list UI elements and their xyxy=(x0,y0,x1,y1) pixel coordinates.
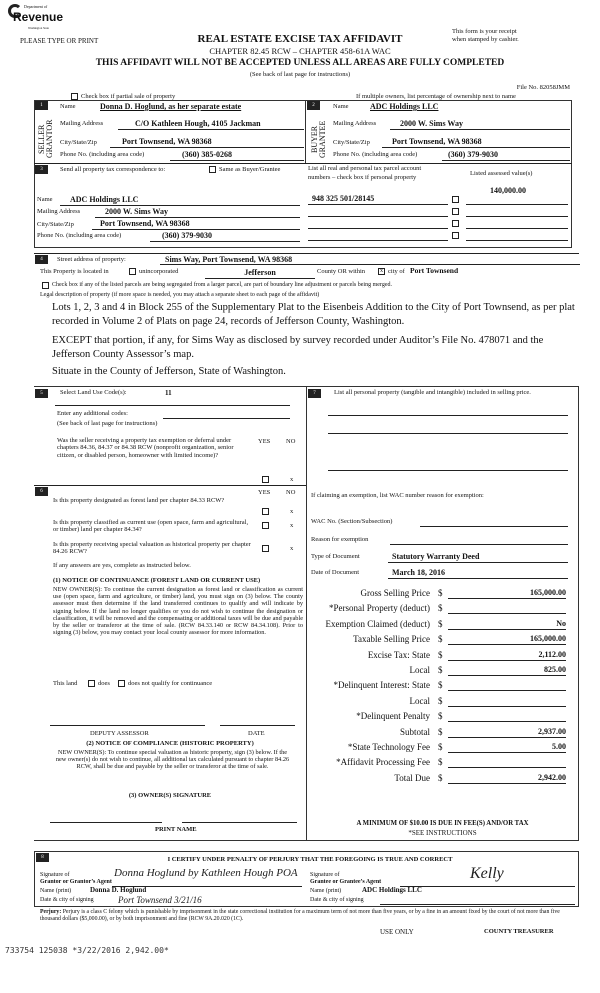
file-number: File No. 82058JMM xyxy=(516,84,570,91)
owner-signature-line xyxy=(50,822,162,823)
money-label: *State Technology Fee xyxy=(347,742,430,752)
field-line xyxy=(400,886,575,887)
seller-address-field[interactable]: C/O Kathleen Hough, 4105 Jackman xyxy=(135,119,261,128)
assessed-value-field[interactable]: 140,000.00 xyxy=(490,186,526,195)
county-or-label: County OR within xyxy=(317,268,366,275)
legal-description-label: Legal description of property (if more space is needed, you may attach a separate sheet to each page of the affidavit) xyxy=(40,292,320,298)
field-line xyxy=(150,241,300,242)
perjury-label: Perjury: xyxy=(40,909,62,915)
reason-field[interactable] xyxy=(390,544,568,545)
legal-description-1: Lots 1, 2, 3 and 4 in Block 255 of the Supplementary Plat to the Eisenbeis Addition to the City of Port Townsend, as per plat recorded in Volume 2 of Plats on page 24, records of Jefferson County, Washington. xyxy=(52,302,575,327)
personal-property-line[interactable] xyxy=(328,415,568,416)
grantee-signature-label: Signature of xyxy=(310,872,340,878)
perjury-notice xyxy=(40,909,580,922)
section-7-badge: 7 xyxy=(308,389,321,398)
dollar-sign: $ xyxy=(438,618,443,629)
document-date-label: Date of Document xyxy=(311,569,360,576)
multiple-owners-note: If multiple owners, list percentage of ownership next to name xyxy=(356,93,516,100)
money-value-field[interactable]: 165,000.00 xyxy=(448,634,566,645)
field-line xyxy=(55,405,290,406)
money-label: Exemption Claimed (deduct) xyxy=(325,618,430,629)
grantee-date-label: Date & city of signing xyxy=(310,897,364,903)
print-name-line xyxy=(182,822,297,823)
forest-land-question: Is this property designated as forest land per chapter 84.33 RCW? xyxy=(53,497,225,504)
dollar-sign: $ xyxy=(438,680,443,691)
reason-label: Reason for exemption xyxy=(311,536,369,543)
wac-intro: If claiming an exemption, list WAC number reason for exemption: xyxy=(311,492,484,499)
logo-dept: Department of xyxy=(24,4,48,9)
date-line xyxy=(220,725,295,726)
personal-property-checkbox[interactable] xyxy=(452,232,459,239)
if-yes-instructions: If any answers are yes, complete as instructed below. xyxy=(53,562,191,569)
grantor-signature-label: Signature of xyxy=(40,872,70,878)
money-value-field[interactable]: 825.00 xyxy=(448,665,566,676)
money-label: Local xyxy=(409,665,430,675)
money-value-field[interactable] xyxy=(448,757,566,768)
land-use-see-back: (See back of last page for instructions) xyxy=(57,420,158,427)
corr-name-label: Name xyxy=(37,196,53,203)
grantor-date-city[interactable]: Port Townsend 3/21/16 xyxy=(118,895,202,905)
see-instructions: *SEE INSTRUCTIONS xyxy=(408,829,477,837)
certify-statement: I CERTIFY UNDER PENALTY OF PERJURY THAT THE FOREGOING IS TRUE AND CORRECT xyxy=(167,856,453,863)
buyer-phone-field[interactable]: (360) 379-9030 xyxy=(448,150,498,159)
current-use-question: Is this property classified as current use (open space, farm and agricultural, or timber) land per chapter 84.34? xyxy=(53,519,249,534)
date-label: DATE xyxy=(248,730,265,737)
seller-name-label: Name xyxy=(60,103,76,110)
buyer-name-label: Name xyxy=(333,103,349,110)
section-3-badge: 3 xyxy=(35,165,48,174)
this-land-label: This land xyxy=(53,680,78,687)
divider xyxy=(305,100,306,163)
see-back: (See back of last page for instructions) xyxy=(249,71,351,78)
document-type-field[interactable]: Statutory Warranty Deed xyxy=(392,552,480,561)
buyer-address-label: Mailing Address xyxy=(333,120,377,127)
legal-description xyxy=(52,301,580,378)
money-label: Total Due xyxy=(394,772,430,783)
no-label: NO xyxy=(286,438,296,445)
correspondence-label: Send all property tax correspondence to: xyxy=(60,166,166,173)
city-of-label: city of xyxy=(388,268,405,275)
personal-property-label: List all personal property (tangible and intangible) included in selling price. xyxy=(334,389,531,396)
corr-address-field[interactable]: 2000 W. Sims Way xyxy=(105,207,168,216)
unincorporated-checkbox[interactable] xyxy=(129,268,136,275)
money-label: *Delinquent Interest: State xyxy=(333,680,430,691)
personal-property-line[interactable] xyxy=(328,433,568,434)
field-line xyxy=(466,240,568,241)
money-value-field[interactable] xyxy=(448,711,566,722)
segregated-checkbox[interactable] xyxy=(42,282,49,289)
field-line xyxy=(308,216,448,217)
money-value-field[interactable] xyxy=(448,696,566,707)
located-label: This Property is located in xyxy=(40,268,109,275)
does-label: does xyxy=(98,680,110,687)
field-line xyxy=(382,147,570,148)
grantor-name-label: Name (print) xyxy=(40,888,72,894)
wac-label: WAC No. (Section/Subsection) xyxy=(311,518,393,525)
notice-continuance-title: (1) NOTICE OF CONTINUANCE (FOREST LAND OR CURRENT USE) xyxy=(53,577,261,584)
field-line xyxy=(308,228,448,229)
yes-label: YES xyxy=(258,489,271,496)
personal-property-checkbox[interactable] xyxy=(452,196,459,203)
buyer-city-label: City/State/Zip xyxy=(333,139,370,146)
document-date-field[interactable]: March 18, 2016 xyxy=(392,568,445,577)
parcel-label-1: List all real and personal tax parcel account xyxy=(308,165,422,172)
field-line xyxy=(95,217,300,218)
deputy-assessor-label: DEPUTY ASSESSOR xyxy=(90,730,149,737)
print-name-label: PRINT NAME xyxy=(155,826,197,833)
personal-property-line[interactable] xyxy=(328,470,568,471)
seller-phone-field[interactable]: (360) 385-0268 xyxy=(182,150,232,159)
divider xyxy=(34,253,579,254)
money-label: Taxable Selling Price xyxy=(353,634,430,645)
revenue-logo xyxy=(8,4,64,34)
corr-name-field[interactable]: ADC Holdings LLC xyxy=(70,195,139,204)
field-line xyxy=(466,228,568,229)
corr-phone-field[interactable]: (360) 379-9030 xyxy=(162,231,212,240)
parcel-label-2: numbers – check box if personal property xyxy=(308,174,417,181)
grantee-signature[interactable]: Kelly xyxy=(470,865,504,882)
segregated-label: Check box if any of the listed parcels are being segregated from a larger parcel, are part of boundary line adjustment or parcels being merged. xyxy=(52,282,392,288)
additional-codes-field xyxy=(163,418,290,419)
personal-property-checkbox[interactable] xyxy=(452,208,459,215)
buyer-grantee-label: BUYER GRANTEE xyxy=(310,120,327,158)
dollar-sign: $ xyxy=(438,665,443,675)
forest-no-mark[interactable]: x xyxy=(290,508,294,515)
divider xyxy=(34,163,572,164)
chapter: CHAPTER 82.45 RCW – CHAPTER 458-61A WAC xyxy=(209,46,391,56)
section-1-badge: 1 xyxy=(35,101,48,110)
exemption-question: Was the seller receiving a property tax exemption or deferral under chapters 84.36, 84.37 or 84.38 RCW (nonprofit organization, senior citizen, or disabled person, homeowner with limited income)? xyxy=(57,437,234,459)
unincorporated-label: unincorporated xyxy=(139,268,179,275)
deputy-signature-line xyxy=(50,725,205,726)
divider xyxy=(34,485,306,486)
please-type: PLEASE TYPE OR PRINT xyxy=(20,37,99,45)
field-line xyxy=(160,264,580,265)
seller-phone-label: Phone No. (including area code) xyxy=(60,151,145,158)
perjury-text: Perjury is a class C felony which is punishable by imprisonment in the state correctional institution for a maximum term of not more than five years, or by a fine in an amount fixed by the court of not more than five thousand dollars ($5,000.00), or by both imprisonment and fine (RCW 9A.20.020 (1C). xyxy=(40,909,560,922)
partial-sale-label: Check box if partial sale of property xyxy=(81,93,176,100)
historical-no-mark[interactable]: x xyxy=(290,545,294,552)
does-qualify-checkbox[interactable] xyxy=(88,680,95,687)
seller-name-field[interactable]: Donna D. Hoglund, as her separate estate xyxy=(100,102,242,111)
field-line xyxy=(388,562,568,563)
legal-description-2: EXCEPT that portion, if any, for Sims Way as disclosed by survey recorded under Auditor’s File No. 478071 and the Jefferson County Assessor’s map. xyxy=(52,335,544,360)
same-as-buyer-label: Same as Buyer/Grantee xyxy=(219,166,281,173)
buyer-phone-label: Phone No. (including area code) xyxy=(333,151,418,158)
seller-city-field[interactable]: Port Townsend, WA 98368 xyxy=(122,137,212,146)
logo-name: Revenue xyxy=(13,10,64,24)
dollar-sign: $ xyxy=(438,742,443,752)
same-as-buyer-checkbox[interactable] xyxy=(209,166,216,173)
field-line xyxy=(60,205,300,206)
buyer-name-field[interactable]: ADC Holdings LLC xyxy=(370,102,439,111)
assessed-label: Listed assessed value(s) xyxy=(470,170,533,177)
within-city-checkbox[interactable]: x xyxy=(380,268,383,274)
personal-property-checkbox[interactable] xyxy=(452,220,459,227)
does-not-label: does not qualify for continuance xyxy=(128,680,213,687)
money-label: *Delinquent Penalty xyxy=(356,711,430,722)
seller-grantor-label: SELLER GRANTOR xyxy=(37,119,54,159)
forest-yes-checkbox[interactable] xyxy=(262,508,269,515)
money-label: Gross Selling Price xyxy=(360,588,430,598)
field-line xyxy=(118,129,304,130)
money-value-field[interactable]: No xyxy=(448,619,566,630)
document-type-label: Type of Document xyxy=(311,553,360,560)
does-not-qualify-checkbox[interactable] xyxy=(118,680,125,687)
field-line xyxy=(110,147,304,148)
section-5-badge: 5 xyxy=(35,389,48,398)
seller-address-label: Mailing Address xyxy=(60,120,104,127)
grantor-agent-label: Grantor or Grantor’s Agent xyxy=(40,879,112,885)
field-line xyxy=(308,204,448,205)
dollar-sign: $ xyxy=(438,649,443,660)
land-use-label: Select Land Use Code(s): xyxy=(60,389,127,396)
money-value-field[interactable]: 2,112.00 xyxy=(448,650,566,661)
dollar-sign: $ xyxy=(438,603,443,614)
street-address-field[interactable]: Sims Way, Port Townsend, WA 98368 xyxy=(165,255,293,264)
situate-text: Situate in the County of Jefferson, State of Washington. xyxy=(52,365,286,377)
money-value-field[interactable]: 165,000.00 xyxy=(448,588,566,599)
notice-compliance-title: (2) NOTICE OF COMPLIANCE (HISTORIC PROPERTY) xyxy=(86,740,254,747)
no-label: NO xyxy=(286,489,296,496)
field-line xyxy=(170,160,304,161)
use-only-label: USE ONLY xyxy=(380,928,414,936)
notice-compliance-text: NEW OWNER(S): To continue special valuation as historic property, sign (3) below. If the new owner(s) do not wish to continue, all additional tax calculated pursuant to chapter 84.26 RCW, shall be due and payable by the seller or transferor at the time of sale. xyxy=(55,749,290,771)
section-2-badge: 2 xyxy=(307,101,320,110)
dollar-sign: $ xyxy=(438,634,443,645)
grantee-date-field[interactable] xyxy=(380,904,575,905)
money-label: Excise Tax: State xyxy=(367,649,430,660)
grantor-name-field[interactable]: Donna D. Hoglund xyxy=(90,886,147,894)
grantee-name-label: Name (print) xyxy=(310,888,342,894)
field-line xyxy=(442,160,570,161)
additional-codes-label: Enter any additional codes: xyxy=(57,410,128,417)
notice-continuance-text: NEW OWNER(S): To continue the current designation as forest land or classification as current use (open space, farm and agriculture, or timber) land, you must sign on (3) below. The county assessor must then determine if the land transferred continues to qualify and will indicate by signing below. If the land no longer qualifies or you do not wish to continue the designation or classification, it will be removed and the compensating or additional taxes will be due and payable by the seller or transferor at the time of sale. (RCW 84.33.140 or RCW 84.34.108). Prior to signing (3) below, you may contact your local county assessor for more information. xyxy=(53,586,303,637)
receipt-note-1: This form is your receipt xyxy=(452,28,517,35)
corr-city-field[interactable]: Port Townsend, WA 98368 xyxy=(100,219,190,228)
section-6-badge: 6 xyxy=(35,487,48,496)
minimum-due-note: A MINIMUM OF $10.00 IS DUE IN FEE(S) AND/OR TAX xyxy=(356,820,529,827)
corr-phone-label: Phone No. (including area code) xyxy=(37,232,122,239)
dollar-sign: $ xyxy=(438,757,443,768)
field-line xyxy=(466,204,568,205)
field-line xyxy=(205,278,315,279)
historical-question: Is this property receiving special valuation as historical property per chapter 84.26 RCW? xyxy=(53,541,251,556)
exemption-no-mark[interactable]: x xyxy=(290,476,294,483)
land-use-code-field[interactable]: 11 xyxy=(165,389,172,397)
money-value-field[interactable] xyxy=(448,680,566,691)
exemption-yes-checkbox[interactable] xyxy=(262,476,269,483)
field-line xyxy=(388,578,568,579)
grantor-date-label: Date & city of signing xyxy=(40,897,94,903)
partial-sale-checkbox[interactable] xyxy=(71,93,78,100)
historical-yes-checkbox[interactable] xyxy=(262,545,269,552)
current-use-no-mark[interactable]: x xyxy=(290,522,294,529)
money-value-field[interactable]: 2,937.00 xyxy=(448,727,566,738)
dollar-sign: $ xyxy=(438,588,443,598)
money-value-field[interactable] xyxy=(448,603,566,614)
field-line xyxy=(390,129,570,130)
section-8-badge: 8 xyxy=(36,853,49,862)
warning: THIS AFFIDAVIT WILL NOT BE ACCEPTED UNLESS ALL AREAS ARE FULLY COMPLETED xyxy=(95,58,505,68)
yes-label: YES xyxy=(258,438,271,445)
form-title: REAL ESTATE EXCISE TAX AFFIDAVIT xyxy=(197,33,403,45)
grantee-agent-label: Grantee or Grantee’s Agent xyxy=(310,879,382,885)
current-use-yes-checkbox[interactable] xyxy=(262,522,269,529)
field-line xyxy=(92,229,300,230)
dollar-sign: $ xyxy=(438,711,443,722)
money-value-field[interactable]: 5.00 xyxy=(448,742,566,753)
corr-city-label: City/State/Zip xyxy=(37,221,74,228)
money-label: *Affidavit Processing Fee xyxy=(336,757,430,768)
money-label: *Personal Property (deduct) xyxy=(329,603,430,614)
field-line xyxy=(308,240,448,241)
dollar-sign: $ xyxy=(438,726,443,737)
money-label: Local xyxy=(409,695,430,706)
seller-city-label: City/State/Zip xyxy=(60,139,97,146)
section-4-badge: 4 xyxy=(35,255,48,264)
buyer-city-field[interactable]: Port Townsend, WA 98368 xyxy=(392,137,482,146)
logo-state: Washington State xyxy=(28,26,50,30)
corr-address-label: Mailing Address xyxy=(37,208,81,215)
receipt-note-2: when stamped by cashier. xyxy=(452,36,519,43)
county-treasurer-label: COUNTY TREASURER xyxy=(484,928,554,935)
county-field[interactable]: Jefferson xyxy=(244,268,276,277)
grantee-name-field[interactable]: ADC Holdings LLC xyxy=(362,886,422,894)
cashier-stamp: 733754 125038 *3/22/2016 2,942.00* xyxy=(5,946,169,955)
dollar-sign: $ xyxy=(438,772,443,783)
wac-field[interactable] xyxy=(420,526,568,527)
street-address-label: Street address of property: xyxy=(57,256,126,263)
money-value-field[interactable]: 2,942.00 xyxy=(448,773,566,784)
owner-signature-label: (3) OWNER(S) SIGNATURE xyxy=(128,792,212,799)
grantor-signature[interactable]: Donna Hoglund by Kathleen Hough POA xyxy=(114,867,298,879)
parcel-number-field[interactable]: 948 325 501/28145 xyxy=(312,194,375,203)
money-label: Subtotal xyxy=(399,726,430,737)
buyer-address-field[interactable]: 2000 W. Sims Way xyxy=(400,119,463,128)
field-line xyxy=(466,216,568,217)
dollar-sign: $ xyxy=(438,695,443,706)
city-field[interactable]: Port Townsend xyxy=(410,266,459,275)
